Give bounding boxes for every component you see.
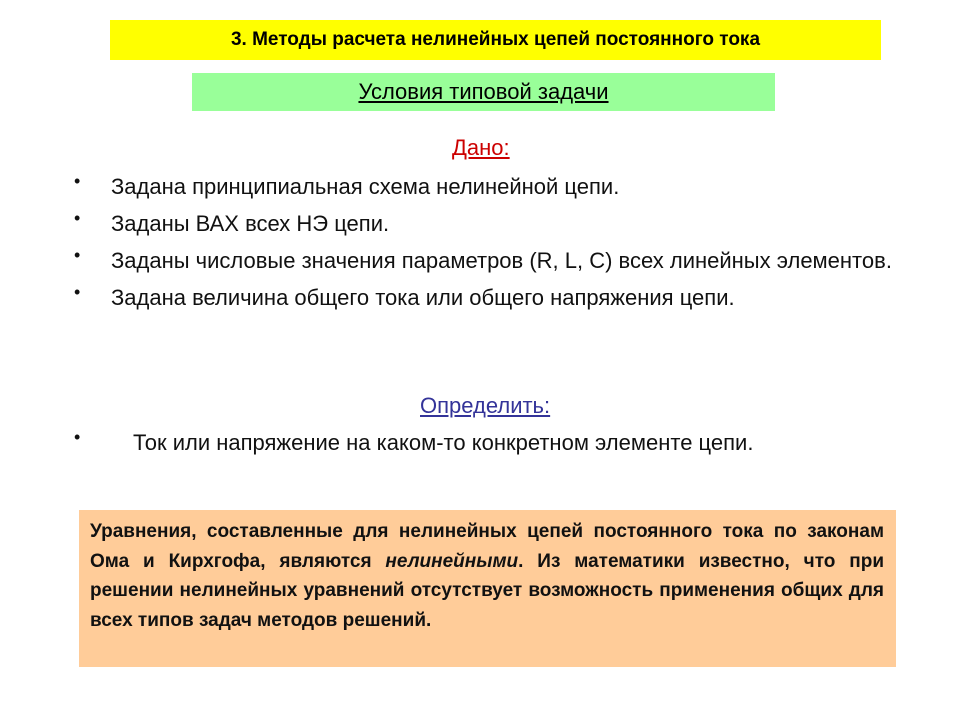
given-item <box>74 244 904 277</box>
given-heading: Дано: <box>452 135 510 160</box>
given-item-text: Задана величина общего тока или общего напряжения цепи. <box>111 285 735 310</box>
note-text-end: . Из математики известно, что при решении нелинейных уравнений отсутствует возможность применения общих для всех типов задач методов решений. <box>90 550 884 631</box>
given-item-text: Задана принципиальная схема нелинейной цепи. <box>111 174 620 199</box>
given-item-text: Заданы ВАХ всех НЭ цепи. <box>111 211 390 236</box>
bullet-icon: • <box>74 282 81 302</box>
find-heading: Определить: <box>420 393 551 418</box>
slide-title: 3. Методы расчета нелинейных цепей постоянного тока <box>230 29 761 50</box>
find-item <box>74 426 904 459</box>
find-item-text: Ток или напряжение на каком-то конкретном элементе цепи. <box>133 430 754 455</box>
bullet-icon: • <box>74 427 81 447</box>
note-box <box>79 510 896 667</box>
given-item <box>74 281 904 314</box>
bullet-icon: • <box>74 171 81 191</box>
bullet-icon: • <box>74 245 81 265</box>
note-emphasis: нелинейными <box>385 550 519 572</box>
given-list <box>74 170 904 318</box>
slide-subtitle: Условия типовой задачи <box>358 79 609 104</box>
slide-subtitle-banner <box>192 73 775 111</box>
bullet-icon: • <box>74 208 81 228</box>
note-text-start: Уравнения, составленные для нелинейных цепей постоянного тока по законам Ома и Кирхгофа, являются <box>90 521 884 572</box>
given-item-text: Заданы числовые значения параметров (R, L, C) всех линейных элементов. <box>111 248 892 273</box>
slide-title-banner <box>110 20 881 60</box>
given-item <box>74 207 904 240</box>
given-item <box>74 170 904 203</box>
